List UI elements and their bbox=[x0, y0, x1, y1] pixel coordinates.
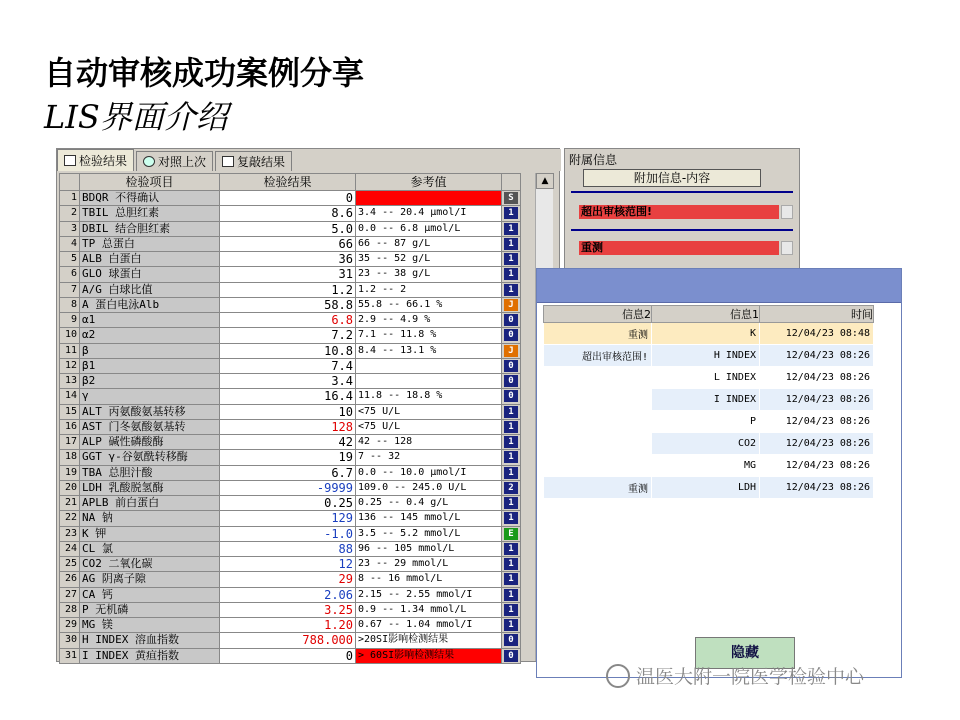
reference-range: >20SI影响检测结果 bbox=[356, 633, 502, 648]
flag-badge: 0 bbox=[504, 650, 518, 662]
flag-badge: 0 bbox=[504, 375, 518, 387]
table-row[interactable] bbox=[60, 267, 521, 282]
result-value[interactable]: 6.8 bbox=[220, 313, 356, 328]
row-index: 18 bbox=[60, 450, 80, 465]
result-value[interactable]: 66 bbox=[220, 236, 356, 251]
result-value[interactable]: 7.2 bbox=[220, 328, 356, 343]
result-value[interactable]: 8.6 bbox=[220, 206, 356, 221]
table-row[interactable] bbox=[60, 389, 521, 404]
reference-range: 66 -- 87 g/L bbox=[356, 236, 502, 251]
attached-info-header: 附属信息 bbox=[569, 153, 618, 167]
row-index: 16 bbox=[60, 419, 80, 434]
reference-range: 136 -- 145 mmol/L bbox=[356, 511, 502, 526]
row-index: 8 bbox=[60, 297, 80, 312]
item-name[interactable]: K 钾 bbox=[80, 526, 220, 541]
flag-badge: 1 bbox=[504, 406, 518, 418]
flag-badge: 0 bbox=[504, 314, 518, 326]
result-value[interactable]: 0 bbox=[220, 191, 356, 206]
time-cell: 12/04/23 08:26 bbox=[760, 433, 874, 455]
info1-cell: K bbox=[652, 323, 760, 345]
item-name[interactable]: CO2 二氧化碳 bbox=[80, 557, 220, 572]
flag-cell bbox=[502, 480, 521, 495]
table-row[interactable] bbox=[60, 618, 521, 633]
item-name[interactable]: H INDEX 溶血指数 bbox=[80, 633, 220, 648]
row-index: 20 bbox=[60, 480, 80, 495]
flag-badge: J bbox=[504, 299, 518, 311]
popup-row[interactable] bbox=[544, 455, 874, 477]
reference-range: 8 -- 16 mmol/L bbox=[356, 572, 502, 587]
reference-range: 0.25 -- 0.4 g/L bbox=[356, 496, 502, 511]
result-value[interactable]: 0.25 bbox=[220, 496, 356, 511]
item-name[interactable]: AST 门冬氨酸氨基转 bbox=[80, 419, 220, 434]
item-name[interactable]: γ bbox=[80, 389, 220, 404]
flag-cell bbox=[502, 496, 521, 511]
reference-range: 11.8 -- 18.8 % bbox=[356, 389, 502, 404]
result-value[interactable]: -9999 bbox=[220, 480, 356, 495]
attached-info-content-button[interactable]: 附加信息-内容 bbox=[583, 169, 761, 187]
row-index: 1 bbox=[60, 191, 80, 206]
result-value[interactable]: 29 bbox=[220, 572, 356, 587]
mini-scrollbar[interactable] bbox=[781, 205, 793, 219]
table-row[interactable] bbox=[60, 236, 521, 251]
flag-cell bbox=[502, 221, 521, 236]
result-value[interactable]: 3.4 bbox=[220, 374, 356, 389]
item-name[interactable]: A 蛋白电泳Alb bbox=[80, 297, 220, 312]
result-value[interactable]: 129 bbox=[220, 511, 356, 526]
flag-badge: 1 bbox=[504, 604, 518, 616]
flag-cell bbox=[502, 557, 521, 572]
item-name[interactable]: β2 bbox=[80, 374, 220, 389]
flag-cell bbox=[502, 358, 521, 373]
row-index: 28 bbox=[60, 602, 80, 617]
row-index: 29 bbox=[60, 618, 80, 633]
table-row[interactable] bbox=[60, 648, 521, 663]
popup-row[interactable] bbox=[544, 477, 874, 499]
flag-badge: 1 bbox=[504, 543, 518, 555]
table-header-row bbox=[60, 174, 521, 191]
result-value[interactable]: 31 bbox=[220, 267, 356, 282]
result-value[interactable]: 42 bbox=[220, 435, 356, 450]
attached-info-panel bbox=[564, 148, 800, 288]
flag-badge: S bbox=[504, 192, 518, 204]
row-index: 14 bbox=[60, 389, 80, 404]
time-cell: 12/04/23 08:26 bbox=[760, 345, 874, 367]
flag-badge: E bbox=[504, 528, 518, 540]
info1-cell: L INDEX bbox=[652, 367, 760, 389]
item-name[interactable]: ALT 丙氨酸氨基转移 bbox=[80, 404, 220, 419]
result-value[interactable]: 2.06 bbox=[220, 587, 356, 602]
table-row[interactable] bbox=[60, 511, 521, 526]
flag-header bbox=[502, 174, 521, 191]
flag-cell bbox=[502, 648, 521, 663]
time-cell: 12/04/23 08:26 bbox=[760, 411, 874, 433]
divider bbox=[571, 191, 793, 193]
slide-subtitle: LIS界面介绍 bbox=[44, 98, 228, 136]
item-name[interactable]: NA 钠 bbox=[80, 511, 220, 526]
table-row[interactable] bbox=[60, 526, 521, 541]
flag-cell bbox=[502, 511, 521, 526]
flag-cell bbox=[502, 267, 521, 282]
table-row[interactable] bbox=[60, 557, 521, 572]
reference-range: <75 U/L bbox=[356, 419, 502, 434]
item-name[interactable]: α1 bbox=[80, 313, 220, 328]
flag-badge: 1 bbox=[504, 558, 518, 570]
col-header-result[interactable]: 检验结果 bbox=[220, 174, 356, 191]
flag-cell bbox=[502, 191, 521, 206]
result-value[interactable]: 16.4 bbox=[220, 389, 356, 404]
result-value[interactable]: 788.000 bbox=[220, 633, 356, 648]
row-index: 5 bbox=[60, 252, 80, 267]
flag-badge: 1 bbox=[504, 421, 518, 433]
flag-cell bbox=[502, 587, 521, 602]
row-index: 6 bbox=[60, 267, 80, 282]
result-value[interactable]: 1.2 bbox=[220, 282, 356, 297]
result-value[interactable]: 88 bbox=[220, 541, 356, 556]
row-index: 4 bbox=[60, 236, 80, 251]
row-index: 24 bbox=[60, 541, 80, 556]
item-name[interactable]: ALB 白蛋白 bbox=[80, 252, 220, 267]
wechat-logo-icon bbox=[606, 664, 630, 688]
flag-cell bbox=[502, 313, 521, 328]
flag-cell bbox=[502, 252, 521, 267]
flag-cell bbox=[502, 572, 521, 587]
flag-cell bbox=[502, 328, 521, 343]
row-index: 19 bbox=[60, 465, 80, 480]
result-value[interactable]: 58.8 bbox=[220, 297, 356, 312]
reference-range: 23 -- 29 mmol/L bbox=[356, 557, 502, 572]
table-row[interactable] bbox=[60, 572, 521, 587]
table-row[interactable] bbox=[60, 419, 521, 434]
col-header-item[interactable]: 检验项目 bbox=[80, 174, 220, 191]
flag-cell bbox=[502, 206, 521, 221]
table-row[interactable] bbox=[60, 221, 521, 236]
row-index: 3 bbox=[60, 221, 80, 236]
hide-button[interactable]: 隐藏 bbox=[695, 637, 795, 669]
flag-badge: 1 bbox=[504, 223, 518, 235]
col-header-ref[interactable]: 参考值 bbox=[356, 174, 502, 191]
info2-cell bbox=[544, 389, 652, 411]
flag-cell bbox=[502, 419, 521, 434]
grid-icon bbox=[64, 155, 76, 166]
row-index: 13 bbox=[60, 374, 80, 389]
flag-badge: 0 bbox=[504, 360, 518, 372]
item-name[interactable]: LDH 乳酸脱氢酶 bbox=[80, 480, 220, 495]
flag-badge: 1 bbox=[504, 467, 518, 479]
row-index: 9 bbox=[60, 313, 80, 328]
info2-cell bbox=[544, 367, 652, 389]
table-row[interactable] bbox=[60, 480, 521, 495]
result-table bbox=[59, 173, 521, 664]
popup-row[interactable] bbox=[544, 323, 874, 345]
index-header bbox=[60, 174, 80, 191]
info1-cell: MG bbox=[652, 455, 760, 477]
tab-recheck-results[interactable] bbox=[215, 151, 292, 171]
table-row[interactable] bbox=[60, 496, 521, 511]
info2-cell: 超出审核范围! bbox=[544, 345, 652, 367]
reference-range: 23 -- 38 g/L bbox=[356, 267, 502, 282]
result-value[interactable]: 36 bbox=[220, 252, 356, 267]
flag-cell bbox=[502, 633, 521, 648]
info1-cell: P bbox=[652, 411, 760, 433]
item-name[interactable]: TP 总蛋白 bbox=[80, 236, 220, 251]
row-index: 27 bbox=[60, 587, 80, 602]
row-index: 26 bbox=[60, 572, 80, 587]
flag-badge: 0 bbox=[504, 634, 518, 646]
flag-badge: 1 bbox=[504, 451, 518, 463]
watermark bbox=[606, 662, 864, 689]
item-name[interactable]: CL 氯 bbox=[80, 541, 220, 556]
flag-badge: 1 bbox=[504, 619, 518, 631]
flag-cell bbox=[502, 465, 521, 480]
info2-cell bbox=[544, 411, 652, 433]
reference-range: 1.2 -- 2 bbox=[356, 282, 502, 297]
reference-range bbox=[356, 358, 502, 373]
table-row[interactable] bbox=[60, 343, 521, 358]
table-row[interactable] bbox=[60, 633, 521, 648]
lis-result-window bbox=[56, 148, 560, 662]
flag-cell bbox=[502, 602, 521, 617]
reference-range: 7.1 -- 11.8 % bbox=[356, 328, 502, 343]
flag-cell bbox=[502, 343, 521, 358]
reference-range: 8.4 -- 13.1 % bbox=[356, 343, 502, 358]
table-row[interactable] bbox=[60, 297, 521, 312]
flag-cell bbox=[502, 374, 521, 389]
popup-table bbox=[543, 305, 874, 499]
table-row[interactable] bbox=[60, 282, 521, 297]
item-name[interactable]: GLO 球蛋白 bbox=[80, 267, 220, 282]
reference-range: 109.0 -- 245.0 U/L bbox=[356, 480, 502, 495]
flag-cell bbox=[502, 404, 521, 419]
info1-cell: CO2 bbox=[652, 433, 760, 455]
reference-range: 96 -- 105 mmol/L bbox=[356, 541, 502, 556]
row-index: 23 bbox=[60, 526, 80, 541]
reference-range: 7 -- 32 bbox=[356, 450, 502, 465]
divider bbox=[571, 229, 793, 231]
item-name[interactable]: A/G 白球比值 bbox=[80, 282, 220, 297]
row-index: 2 bbox=[60, 206, 80, 221]
table-row[interactable] bbox=[60, 374, 521, 389]
reference-range: 0.9 -- 1.34 mmol/L bbox=[356, 602, 502, 617]
flag-cell bbox=[502, 297, 521, 312]
info2-cell: 重测 bbox=[544, 323, 652, 345]
row-index: 17 bbox=[60, 435, 80, 450]
row-index: 30 bbox=[60, 633, 80, 648]
table-row[interactable] bbox=[60, 252, 521, 267]
flag-badge: 1 bbox=[504, 207, 518, 219]
flag-cell bbox=[502, 236, 521, 251]
item-name[interactable]: DBIL 结合胆红素 bbox=[80, 221, 220, 236]
popup-row[interactable] bbox=[544, 433, 874, 455]
reference-range: <75 U/L bbox=[356, 404, 502, 419]
time-cell: 12/04/23 08:48 bbox=[760, 323, 874, 345]
item-name[interactable]: I INDEX 黄疸指数 bbox=[80, 648, 220, 663]
col-header-time[interactable]: 时间 bbox=[760, 306, 874, 323]
popup-header-row bbox=[544, 306, 874, 323]
time-cell: 12/04/23 08:26 bbox=[760, 389, 874, 411]
magnifier-icon bbox=[143, 156, 155, 167]
row-index: 31 bbox=[60, 648, 80, 663]
flag-badge: 0 bbox=[504, 329, 518, 341]
flag-cell bbox=[502, 389, 521, 404]
result-value[interactable]: 0 bbox=[220, 648, 356, 663]
reference-range: 35 -- 52 g/L bbox=[356, 252, 502, 267]
result-value[interactable]: 10 bbox=[220, 404, 356, 419]
mini-scrollbar[interactable] bbox=[781, 241, 793, 255]
tab-compare-last[interactable] bbox=[136, 151, 213, 171]
table-row[interactable] bbox=[60, 450, 521, 465]
item-name[interactable]: TBA 总胆汁酸 bbox=[80, 465, 220, 480]
table-row[interactable] bbox=[60, 191, 521, 206]
reference-range: 3.4 -- 20.4 μmol/I bbox=[356, 206, 502, 221]
watermark-text: 温医大附一院医学检验中心 bbox=[636, 666, 865, 688]
flag-badge: 0 bbox=[504, 390, 518, 402]
flag-cell bbox=[502, 450, 521, 465]
info1-cell: LDH bbox=[652, 477, 760, 499]
table-row[interactable] bbox=[60, 358, 521, 373]
flag-cell bbox=[502, 526, 521, 541]
reference-range: 42 -- 128 bbox=[356, 435, 502, 450]
flag-badge: 1 bbox=[504, 573, 518, 585]
row-index: 7 bbox=[60, 282, 80, 297]
time-cell: 12/04/23 08:26 bbox=[760, 367, 874, 389]
reference-range: 55.8 -- 66.1 % bbox=[356, 297, 502, 312]
flag-badge: 1 bbox=[504, 436, 518, 448]
info2-cell bbox=[544, 455, 652, 477]
flag-badge: 1 bbox=[504, 284, 518, 296]
item-name[interactable]: CA 钙 bbox=[80, 587, 220, 602]
tab-results[interactable] bbox=[57, 149, 134, 171]
item-name[interactable]: P 无机磷 bbox=[80, 602, 220, 617]
flag-badge: 1 bbox=[504, 238, 518, 250]
item-name[interactable]: AG 阴离子隙 bbox=[80, 572, 220, 587]
reference-range bbox=[356, 191, 502, 206]
result-value[interactable]: -1.0 bbox=[220, 526, 356, 541]
table-row[interactable] bbox=[60, 435, 521, 450]
info-popup bbox=[536, 268, 902, 678]
row-index: 25 bbox=[60, 557, 80, 572]
row-index: 22 bbox=[60, 511, 80, 526]
table-row[interactable] bbox=[60, 587, 521, 602]
col-header-info1[interactable]: 信息1 bbox=[652, 306, 760, 323]
document-icon bbox=[222, 156, 234, 167]
flag-badge: 1 bbox=[504, 253, 518, 265]
result-value[interactable]: 10.8 bbox=[220, 343, 356, 358]
flag-badge: 1 bbox=[504, 268, 518, 280]
info1-cell: H INDEX bbox=[652, 345, 760, 367]
flag-badge: 2 bbox=[504, 482, 518, 494]
reference-range: 0.67 -- 1.04 mmol/I bbox=[356, 618, 502, 633]
table-row[interactable] bbox=[60, 206, 521, 221]
time-cell: 12/04/23 08:26 bbox=[760, 455, 874, 477]
result-value[interactable]: 19 bbox=[220, 450, 356, 465]
tab-label: 检验结果 bbox=[79, 153, 128, 168]
item-name[interactable]: β bbox=[80, 343, 220, 358]
reference-range: 0.0 -- 6.8 μmol/L bbox=[356, 221, 502, 236]
popup-row[interactable] bbox=[544, 411, 874, 433]
out-of-range-bar: 超出审核范围! bbox=[579, 205, 779, 219]
flag-cell bbox=[502, 618, 521, 633]
flag-badge: 1 bbox=[504, 589, 518, 601]
popup-titlebar[interactable] bbox=[537, 269, 901, 303]
table-row[interactable] bbox=[60, 404, 521, 419]
row-index: 15 bbox=[60, 404, 80, 419]
item-name[interactable]: GGT γ-谷氨酰转移酶 bbox=[80, 450, 220, 465]
table-row[interactable] bbox=[60, 313, 521, 328]
item-name[interactable]: β1 bbox=[80, 358, 220, 373]
tab-label: 复敲结果 bbox=[237, 154, 286, 169]
row-index: 10 bbox=[60, 328, 80, 343]
result-value[interactable]: 3.25 bbox=[220, 602, 356, 617]
flag-badge: J bbox=[504, 345, 518, 357]
result-value[interactable]: 7.4 bbox=[220, 358, 356, 373]
result-value[interactable]: 12 bbox=[220, 557, 356, 572]
popup-row[interactable] bbox=[544, 389, 874, 411]
result-value[interactable]: 5.0 bbox=[220, 221, 356, 236]
result-value[interactable]: 128 bbox=[220, 419, 356, 434]
item-name[interactable]: α2 bbox=[80, 328, 220, 343]
time-cell: 12/04/23 08:26 bbox=[760, 477, 874, 499]
item-name[interactable]: ALP 碱性磷酸酶 bbox=[80, 435, 220, 450]
tab-label: 对照上次 bbox=[158, 154, 207, 169]
result-value[interactable]: 1.20 bbox=[220, 618, 356, 633]
info1-cell: I INDEX bbox=[652, 389, 760, 411]
scroll-up-icon[interactable]: ▲ bbox=[536, 173, 554, 189]
flag-cell bbox=[502, 435, 521, 450]
slide-title: 自动审核成功案例分享 bbox=[44, 54, 365, 92]
reference-range: > 60SI影响检测结果 bbox=[356, 648, 502, 663]
item-name[interactable]: BDQR 不得确认 bbox=[80, 191, 220, 206]
col-header-info2[interactable]: 信息2 bbox=[544, 306, 652, 323]
flag-badge: 1 bbox=[504, 497, 518, 509]
table-row[interactable] bbox=[60, 602, 521, 617]
result-value[interactable]: 6.7 bbox=[220, 465, 356, 480]
info2-cell: 重测 bbox=[544, 477, 652, 499]
info2-cell bbox=[544, 433, 652, 455]
table-row[interactable] bbox=[60, 541, 521, 556]
flag-cell bbox=[502, 282, 521, 297]
item-name[interactable]: MG 镁 bbox=[80, 618, 220, 633]
item-name[interactable]: TBIL 总胆红素 bbox=[80, 206, 220, 221]
reference-range bbox=[356, 374, 502, 389]
popup-row[interactable] bbox=[544, 345, 874, 367]
reference-range: 0.0 -- 10.0 μmol/I bbox=[356, 465, 502, 480]
table-row[interactable] bbox=[60, 328, 521, 343]
table-row[interactable] bbox=[60, 465, 521, 480]
flag-badge: 1 bbox=[504, 512, 518, 524]
item-name[interactable]: APLB 前白蛋白 bbox=[80, 496, 220, 511]
row-index: 12 bbox=[60, 358, 80, 373]
row-index: 21 bbox=[60, 496, 80, 511]
reference-range: 3.5 -- 5.2 mmol/L bbox=[356, 526, 502, 541]
row-index: 11 bbox=[60, 343, 80, 358]
tab-bar bbox=[57, 149, 561, 171]
reference-range: 2.9 -- 4.9 % bbox=[356, 313, 502, 328]
reference-range: 2.15 -- 2.55 mmol/I bbox=[356, 587, 502, 602]
retest-bar: 重测 bbox=[579, 241, 779, 255]
popup-row[interactable] bbox=[544, 367, 874, 389]
flag-cell bbox=[502, 541, 521, 556]
